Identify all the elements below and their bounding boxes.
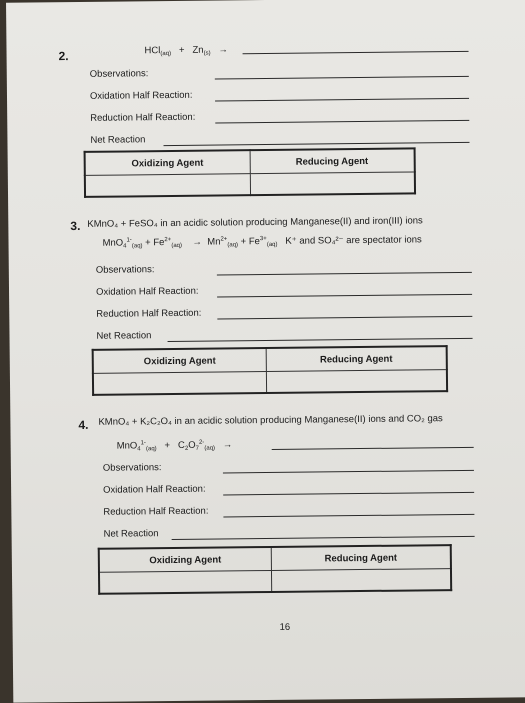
q2-oxidizing-cell[interactable] — [85, 174, 250, 197]
q2-agents-table — [84, 147, 416, 197]
q4-reducing-header: Reducing Agent — [271, 545, 451, 570]
q3-reduction-line[interactable] — [217, 316, 472, 320]
q3-net-label: Net Reaction — [96, 330, 152, 342]
q3-reducing-cell[interactable] — [266, 370, 447, 393]
q4-oxidizing-header: Oxidizing Agent — [99, 547, 272, 572]
question-4-equation: MnO$_4^{1-}_{(aq)}$ + $C_2O_7^{2-}_{(aq)}$ → — [116, 439, 233, 453]
q2-reducing-header: Reducing Agent — [250, 148, 415, 173]
question-4-number: 4. — [78, 417, 89, 432]
q2-product-line — [243, 51, 469, 54]
q4-agents-table — [98, 544, 452, 595]
question-3-number: 3. — [70, 218, 81, 234]
q4-reduction-line[interactable] — [223, 514, 474, 518]
q4-observations-label: Observations: — [102, 462, 162, 474]
worksheet-page — [6, 0, 525, 703]
q2-oxidation-label: Oxidation Half Reaction: — [89, 89, 193, 102]
q2-reducing-cell[interactable] — [250, 172, 415, 195]
question-4-title: KMnO₄ + K₂C₂O₄ in an acidic solution producing Manganese(II) ions and CO₂ gas — [98, 413, 443, 428]
q2-oxidizing-header: Oxidizing Agent — [85, 150, 250, 175]
q4-oxidation-label: Oxidation Half Reaction: — [103, 483, 206, 496]
question-3-title: KMnO₄ + FeSO₄ in an acidic solution producing Manganese(II) and iron(III) ions — [87, 215, 423, 230]
q3-oxidation-line[interactable] — [217, 294, 472, 298]
q3-oxidizing-header: Oxidizing Agent — [93, 348, 267, 373]
q3-reducing-header: Reducing Agent — [266, 346, 447, 371]
page-number: 16 — [279, 621, 291, 633]
q2-net-label: Net Reaction — [90, 134, 146, 146]
q4-observations-line[interactable] — [223, 470, 474, 474]
question-3-equation: $MnO_4^{1-}_{(aq)} + Fe^{2+}_{(aq)}$ → $Mn^{2+}_{(aq)} + Fe^{3+}_{(aq)}$ K⁺ and SO₄²⁻ are spectator ions — [102, 234, 422, 250]
q3-agents-table — [92, 345, 448, 396]
question-2-equation: HCl$_{(aq)}$ + $Zn_{(s)}$ → — [144, 44, 229, 58]
q2-reduction-label: Reduction Half Reaction: — [90, 111, 196, 124]
q3-observations-line[interactable] — [217, 272, 472, 276]
q4-net-line[interactable] — [172, 536, 475, 540]
q2-observations-label: Observations: — [89, 68, 149, 80]
question-2-number: 2. — [58, 49, 69, 64]
q4-oxidizing-cell[interactable] — [99, 570, 272, 593]
q2-net-line[interactable] — [164, 142, 470, 146]
q3-observations-label: Observations: — [95, 264, 155, 276]
q4-product-line[interactable] — [272, 447, 474, 450]
q3-reduction-label: Reduction Half Reaction: — [96, 307, 202, 320]
q3-oxidation-label: Oxidation Half Reaction: — [95, 285, 199, 298]
q4-net-label: Net Reaction — [103, 528, 159, 540]
q4-reducing-cell[interactable] — [271, 569, 451, 592]
q3-oxidizing-cell[interactable] — [93, 372, 267, 395]
q2-observations-line[interactable] — [215, 76, 469, 80]
q2-oxidation-line[interactable] — [215, 98, 469, 102]
q2-reduction-line[interactable] — [215, 120, 469, 124]
q4-reduction-label: Reduction Half Reaction: — [103, 505, 209, 518]
q3-net-line[interactable] — [168, 338, 473, 342]
q4-oxidation-line[interactable] — [223, 492, 474, 496]
